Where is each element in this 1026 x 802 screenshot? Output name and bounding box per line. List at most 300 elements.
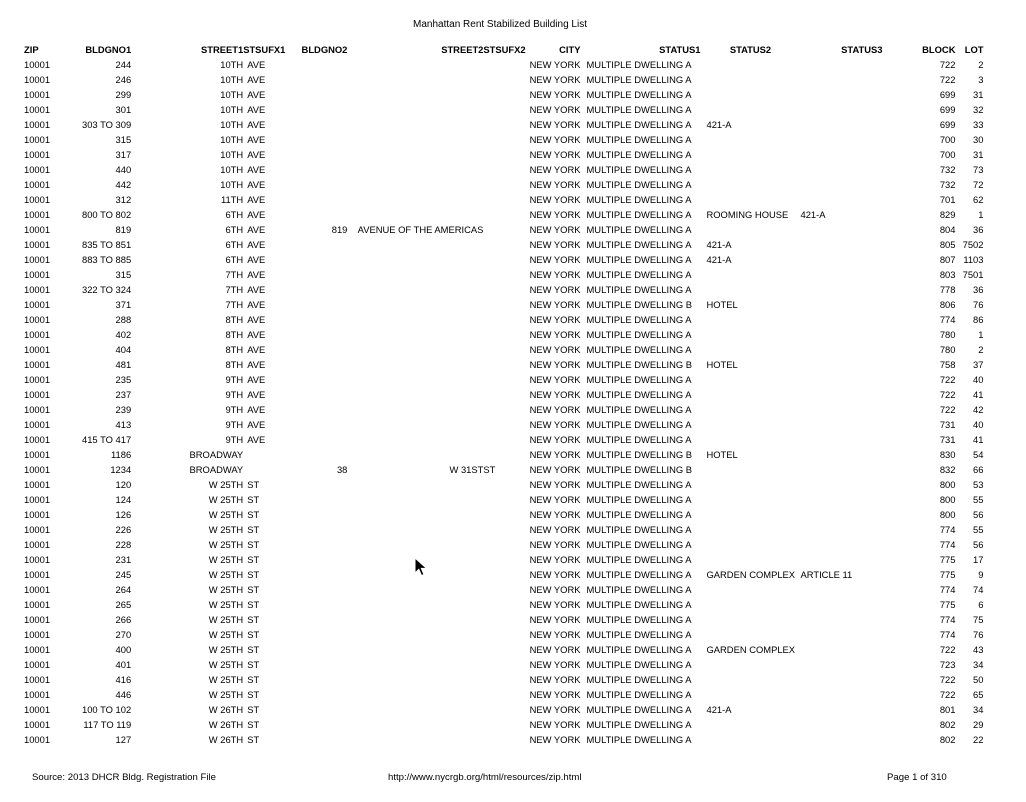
cell-bldgno2 — [285, 717, 347, 732]
cell-bldgno1: 124 — [115, 494, 132, 505]
cell-stsufx1: AVE — [247, 164, 266, 175]
cell-status1: MULTIPLE DWELLING A — [586, 674, 692, 685]
cell-city: NEW YORK — [529, 599, 581, 610]
cell-city: NEW YORK — [529, 704, 581, 715]
cell-stsufx2 — [483, 237, 525, 252]
cell-street1: 11TH — [220, 194, 244, 205]
cell-zip: 10001 — [24, 119, 51, 130]
cell-stsufx2 — [483, 597, 525, 612]
cell-stsufx1: AVE — [247, 59, 266, 70]
cell-stsufx2 — [483, 102, 525, 117]
cell-block: 722 — [939, 644, 956, 655]
cell-street2 — [347, 312, 483, 327]
cell-stsufx2 — [483, 342, 525, 357]
table-row — [24, 702, 983, 717]
cell-city: NEW YORK — [529, 59, 581, 70]
cell-status3 — [800, 387, 882, 402]
cell-block: 732 — [939, 164, 956, 175]
cell-block: 722 — [939, 74, 956, 85]
cell-status2 — [700, 132, 800, 147]
footer-source: Source: 2013 DHCR Bldg. Registration File — [32, 772, 216, 783]
cell-street1: 9TH — [225, 389, 244, 400]
table-row — [24, 612, 983, 627]
cell-stsufx1: AVE — [247, 149, 266, 160]
table-row — [24, 642, 983, 657]
cell-stsufx2 — [483, 432, 525, 447]
cell-block: 758 — [939, 359, 956, 370]
cell-bldgno1: 127 — [115, 734, 132, 745]
cell-bldgno1: 481 — [115, 359, 132, 370]
cell-lot: 55 — [973, 524, 984, 535]
cell-city: NEW YORK — [529, 629, 581, 640]
cell-stsufx2 — [483, 702, 525, 717]
cell-city: NEW YORK — [529, 269, 581, 280]
cell-bldgno2 — [285, 147, 347, 162]
cell-bldgno2 — [285, 627, 347, 642]
cell-status3 — [800, 717, 882, 732]
cell-stsufx2 — [483, 177, 525, 192]
cell-lot: 37 — [973, 359, 984, 370]
cell-status2 — [700, 462, 800, 477]
cell-street1: W 25TH — [208, 614, 244, 625]
table-row — [24, 102, 983, 117]
cell-lot: 75 — [973, 614, 984, 625]
table-row — [24, 222, 983, 237]
cell-street1: 8TH — [225, 314, 244, 325]
cell-bldgno2 — [285, 417, 347, 432]
cell-block: 800 — [939, 509, 956, 520]
table-row — [24, 72, 983, 87]
cell-city: NEW YORK — [529, 149, 581, 160]
cell-stsufx1: AVE — [247, 299, 266, 310]
cell-zip: 10001 — [24, 134, 51, 145]
cell-zip: 10001 — [24, 674, 51, 685]
cell-lot: 53 — [973, 479, 984, 490]
cell-bldgno1: 835 TO 851 — [82, 239, 132, 250]
cell-street1: 10TH — [220, 164, 244, 175]
table-row — [24, 117, 983, 132]
cell-city: NEW YORK — [529, 464, 581, 475]
cell-zip: 10001 — [24, 404, 51, 415]
cell-bldgno1: 299 — [115, 89, 132, 100]
cell-stsufx2 — [483, 357, 525, 372]
cell-zip: 10001 — [24, 464, 51, 475]
cell-bldgno2 — [285, 552, 347, 567]
cell-lot: 9 — [978, 569, 984, 580]
cell-street2 — [347, 132, 483, 147]
cell-street2 — [347, 612, 483, 627]
cell-status3 — [800, 177, 882, 192]
cell-status1: MULTIPLE DWELLING A — [586, 239, 692, 250]
cell-bldgno1: 400 — [115, 644, 132, 655]
cell-street1: W 25TH — [208, 509, 244, 520]
col-header-bldgno1: BLDGNO1 — [85, 44, 132, 55]
cell-lot: 31 — [973, 89, 984, 100]
cell-stsufx1: ST — [247, 734, 260, 745]
cell-stsufx2 — [483, 192, 525, 207]
col-header-stsufx1: STSUFX1 — [243, 44, 286, 55]
cell-stsufx1: ST — [247, 569, 260, 580]
cell-street1: W 25TH — [208, 524, 244, 535]
cell-bldgno1: 226 — [115, 524, 132, 535]
cell-status1: MULTIPLE DWELLING A — [586, 374, 692, 385]
cell-status1: MULTIPLE DWELLING A — [586, 329, 692, 340]
cell-status2: HOTEL — [706, 359, 738, 370]
cell-bldgno2 — [285, 447, 347, 462]
cell-street2 — [347, 672, 483, 687]
cell-status3 — [800, 402, 882, 417]
cell-status3 — [800, 432, 882, 447]
cell-city: NEW YORK — [529, 344, 581, 355]
cell-lot: 76 — [973, 299, 984, 310]
cell-status3 — [800, 72, 882, 87]
cell-city: NEW YORK — [529, 104, 581, 115]
cell-city: NEW YORK — [529, 74, 581, 85]
cell-bldgno1: 126 — [115, 509, 132, 520]
cell-status1: MULTIPLE DWELLING B — [586, 359, 693, 370]
cell-status2 — [700, 87, 800, 102]
table-row — [24, 312, 983, 327]
cell-street2 — [347, 162, 483, 177]
cell-status2 — [700, 372, 800, 387]
cell-stsufx2 — [483, 732, 525, 747]
cell-bldgno1: 404 — [115, 344, 132, 355]
cell-status1: MULTIPLE DWELLING A — [586, 149, 692, 160]
cell-city: NEW YORK — [529, 434, 581, 445]
cell-lot: 41 — [973, 389, 984, 400]
cell-stsufx2 — [483, 582, 525, 597]
footer-url-link[interactable]: http://www.nycrgb.org/html/resources/zip.html — [388, 772, 582, 783]
cell-stsufx1: AVE — [247, 224, 266, 235]
table-row — [24, 57, 983, 72]
cell-block: 800 — [939, 479, 956, 490]
cell-lot: 29 — [973, 719, 984, 730]
cell-status3 — [800, 237, 882, 252]
cell-stsufx2 — [483, 537, 525, 552]
cell-status3 — [800, 312, 882, 327]
cell-status3 — [800, 327, 882, 342]
table-row — [24, 657, 983, 672]
cell-block: 774 — [939, 314, 956, 325]
cell-zip: 10001 — [24, 584, 51, 595]
cell-street2 — [347, 507, 483, 522]
cell-status2 — [700, 417, 800, 432]
cell-status1: MULTIPLE DWELLING A — [586, 104, 692, 115]
cell-bldgno2 — [285, 357, 347, 372]
cell-stsufx1: AVE — [247, 269, 266, 280]
cell-zip: 10001 — [24, 449, 51, 460]
cell-street2 — [347, 252, 483, 267]
cell-block: 800 — [939, 494, 956, 505]
table-row — [24, 147, 983, 162]
cell-stsufx1: ST — [247, 509, 260, 520]
cell-lot: 1103 — [963, 254, 984, 265]
cell-zip: 10001 — [24, 344, 51, 355]
cell-lot: 32 — [973, 104, 984, 115]
cell-stsufx1: AVE — [247, 419, 266, 430]
cell-status1: MULTIPLE DWELLING A — [586, 404, 692, 415]
cell-stsufx1: ST — [247, 599, 260, 610]
cell-city: NEW YORK — [529, 254, 581, 265]
cell-stsufx1: ST — [247, 539, 260, 550]
cell-status1: MULTIPLE DWELLING A — [586, 209, 692, 220]
cell-status1: MULTIPLE DWELLING A — [586, 389, 692, 400]
table-row — [24, 237, 983, 252]
cell-city: NEW YORK — [529, 539, 581, 550]
cell-status3 — [800, 552, 882, 567]
cell-status2 — [700, 192, 800, 207]
cell-street2 — [347, 147, 483, 162]
cell-status2 — [700, 537, 800, 552]
cell-status2 — [700, 222, 800, 237]
cell-bldgno2 — [285, 432, 347, 447]
cell-lot: 17 — [973, 554, 984, 565]
table-row — [24, 717, 983, 732]
cell-bldgno2 — [285, 597, 347, 612]
cell-block: 722 — [939, 404, 956, 415]
cell-stsufx1: AVE — [247, 239, 266, 250]
cell-status1: MULTIPLE DWELLING A — [586, 494, 692, 505]
cell-status2: 421-A — [706, 254, 732, 265]
cell-stsufx1: ST — [247, 584, 260, 595]
cell-stsufx2 — [483, 672, 525, 687]
cell-stsufx2 — [483, 267, 525, 282]
cell-status2 — [700, 522, 800, 537]
cell-block: 722 — [939, 374, 956, 385]
table-row — [24, 627, 983, 642]
cell-status2 — [700, 177, 800, 192]
cell-stsufx1: ST — [247, 494, 260, 505]
cell-lot: 43 — [973, 644, 984, 655]
cell-zip: 10001 — [24, 644, 51, 655]
cell-block: 806 — [939, 299, 956, 310]
cell-status3 — [800, 522, 882, 537]
cell-block: 775 — [939, 554, 956, 565]
cell-lot: 41 — [973, 434, 984, 445]
cell-street1: BROADWAY — [189, 449, 244, 460]
cell-status3 — [800, 612, 882, 627]
table-row — [24, 372, 983, 387]
cell-status3 — [800, 342, 882, 357]
cell-lot: 62 — [973, 194, 984, 205]
cell-zip: 10001 — [24, 74, 51, 85]
cell-status1: MULTIPLE DWELLING A — [586, 224, 692, 235]
cell-status1: MULTIPLE DWELLING A — [586, 659, 692, 670]
cell-status2 — [700, 327, 800, 342]
cell-street2 — [347, 537, 483, 552]
cell-bldgno2 — [285, 57, 347, 72]
cell-status3 — [800, 252, 882, 267]
cell-stsufx2 — [483, 297, 525, 312]
cell-stsufx2 — [483, 207, 525, 222]
cell-status2 — [700, 342, 800, 357]
cell-status3 — [800, 672, 882, 687]
cell-block: 802 — [939, 734, 956, 745]
cell-status2 — [700, 387, 800, 402]
cell-zip: 10001 — [24, 704, 51, 715]
cell-stsufx1: AVE — [247, 179, 266, 190]
cell-status2 — [700, 612, 800, 627]
cell-street2 — [347, 432, 483, 447]
cell-status1: MULTIPLE DWELLING A — [586, 284, 692, 295]
table-row — [24, 132, 983, 147]
cell-lot: 55 — [973, 494, 984, 505]
cell-stsufx2 — [483, 627, 525, 642]
cell-bldgno2 — [285, 672, 347, 687]
cell-street2: AVENUE OF THE AMERICAS — [357, 224, 484, 235]
cell-bldgno2 — [285, 657, 347, 672]
table-row — [24, 192, 983, 207]
cell-stsufx2 — [483, 687, 525, 702]
header-row — [24, 42, 983, 57]
cell-street1: W 26TH — [208, 719, 244, 730]
cell-stsufx1: ST — [247, 479, 260, 490]
cell-bldgno2 — [285, 702, 347, 717]
cell-city: NEW YORK — [529, 314, 581, 325]
cell-street1: W 25TH — [208, 674, 244, 685]
cell-status2: GARDEN COMPLEX — [706, 569, 796, 580]
cell-zip: 10001 — [24, 539, 51, 550]
col-header-street1: STREET1 — [200, 44, 244, 55]
cell-status3 — [800, 267, 882, 282]
cell-zip: 10001 — [24, 314, 51, 325]
cell-zip: 10001 — [24, 224, 51, 235]
cell-stsufx2 — [483, 327, 525, 342]
cell-status2: HOTEL — [706, 299, 738, 310]
cell-stsufx2 — [483, 162, 525, 177]
cell-lot: 86 — [973, 314, 984, 325]
cell-street1: 10TH — [220, 134, 244, 145]
cell-street1: W 25TH — [208, 494, 244, 505]
cell-stsufx1: AVE — [247, 284, 266, 295]
cell-status3 — [800, 657, 882, 672]
cell-street2 — [347, 57, 483, 72]
table-row — [24, 477, 983, 492]
cell-bldgno2 — [285, 537, 347, 552]
table-row — [24, 282, 983, 297]
table-row — [24, 162, 983, 177]
cell-street2 — [347, 702, 483, 717]
cell-city: NEW YORK — [529, 614, 581, 625]
cell-lot: 56 — [973, 509, 984, 520]
cell-status1: MULTIPLE DWELLING A — [586, 569, 692, 580]
cell-lot: 33 — [973, 119, 984, 130]
cell-block: 701 — [939, 194, 956, 205]
cell-lot: 2 — [978, 344, 984, 355]
cell-zip: 10001 — [24, 209, 51, 220]
cell-stsufx2 — [483, 87, 525, 102]
cell-block: 805 — [939, 239, 956, 250]
cell-block: 722 — [939, 674, 956, 685]
cell-stsufx1: AVE — [247, 344, 266, 355]
footer-page-number: Page 1 of 310 — [887, 772, 947, 783]
cell-stsufx2 — [483, 132, 525, 147]
col-header-block: BLOCK — [922, 44, 956, 55]
cell-status2: HOTEL — [706, 449, 738, 460]
cell-lot: 31 — [973, 149, 984, 160]
cell-bldgno2 — [285, 507, 347, 522]
cell-bldgno1: 264 — [115, 584, 132, 595]
cell-status1: MULTIPLE DWELLING A — [586, 119, 692, 130]
cell-street1: W 25TH — [208, 689, 244, 700]
cell-block: 699 — [939, 119, 956, 130]
cell-lot: 2 — [978, 59, 984, 70]
cell-status2: GARDEN COMPLEX — [706, 644, 796, 655]
cell-stsufx2: ST — [483, 464, 496, 475]
cell-bldgno1: 100 TO 102 — [82, 704, 132, 715]
cell-lot: 66 — [973, 464, 984, 475]
cell-bldgno1: 117 TO 119 — [83, 719, 132, 730]
cell-zip: 10001 — [24, 284, 51, 295]
cell-street2 — [347, 732, 483, 747]
table-row — [24, 462, 983, 477]
cell-street2 — [347, 642, 483, 657]
cell-street2 — [347, 717, 483, 732]
cell-bldgno1: 446 — [115, 689, 132, 700]
cell-status3 — [800, 492, 882, 507]
cell-zip: 10001 — [24, 509, 51, 520]
cell-street1: 10TH — [220, 89, 244, 100]
cell-stsufx1: AVE — [247, 209, 266, 220]
cell-status2 — [700, 102, 800, 117]
cell-status1: MULTIPLE DWELLING A — [586, 614, 692, 625]
cell-bldgno1: 244 — [115, 59, 132, 70]
cell-street2 — [347, 177, 483, 192]
cell-stsufx1: AVE — [247, 374, 266, 385]
cell-status2 — [700, 687, 800, 702]
cell-status3 — [800, 87, 882, 102]
table-row — [24, 687, 983, 702]
table-row — [24, 522, 983, 537]
cell-city: NEW YORK — [529, 389, 581, 400]
cell-bldgno2 — [285, 207, 347, 222]
cell-lot: 40 — [973, 374, 984, 385]
cell-block: 774 — [939, 584, 956, 595]
table-row — [24, 357, 983, 372]
cell-street1: W 25TH — [208, 554, 244, 565]
cell-status3: ARTICLE 11 — [800, 569, 853, 580]
cell-status1: MULTIPLE DWELLING A — [586, 479, 692, 490]
cell-stsufx2 — [483, 717, 525, 732]
cell-status3 — [800, 162, 882, 177]
cell-bldgno2 — [285, 297, 347, 312]
cell-lot: 36 — [973, 284, 984, 295]
cell-street2 — [347, 282, 483, 297]
cell-street2 — [347, 477, 483, 492]
cell-status1: MULTIPLE DWELLING A — [586, 194, 692, 205]
cell-zip: 10001 — [24, 329, 51, 340]
cell-stsufx2 — [483, 252, 525, 267]
cell-status1: MULTIPLE DWELLING A — [586, 719, 692, 730]
col-header-bldgno2: BLDGNO2 — [301, 44, 348, 55]
cell-block: 722 — [939, 689, 956, 700]
table-row — [24, 417, 983, 432]
cell-stsufx1: ST — [247, 659, 260, 670]
cell-zip: 10001 — [24, 614, 51, 625]
cell-lot: 1 — [978, 329, 984, 340]
cell-status3 — [800, 477, 882, 492]
cell-bldgno1: 303 TO 309 — [82, 119, 132, 130]
cell-block: 807 — [939, 254, 956, 265]
table-row — [24, 387, 983, 402]
cell-stsufx2 — [483, 387, 525, 402]
cell-bldgno2 — [285, 492, 347, 507]
cell-status1: MULTIPLE DWELLING A — [586, 509, 692, 520]
cell-stsufx1: AVE — [247, 434, 266, 445]
cell-bldgno2 — [285, 402, 347, 417]
cell-status2 — [700, 162, 800, 177]
cell-status3 — [800, 702, 882, 717]
